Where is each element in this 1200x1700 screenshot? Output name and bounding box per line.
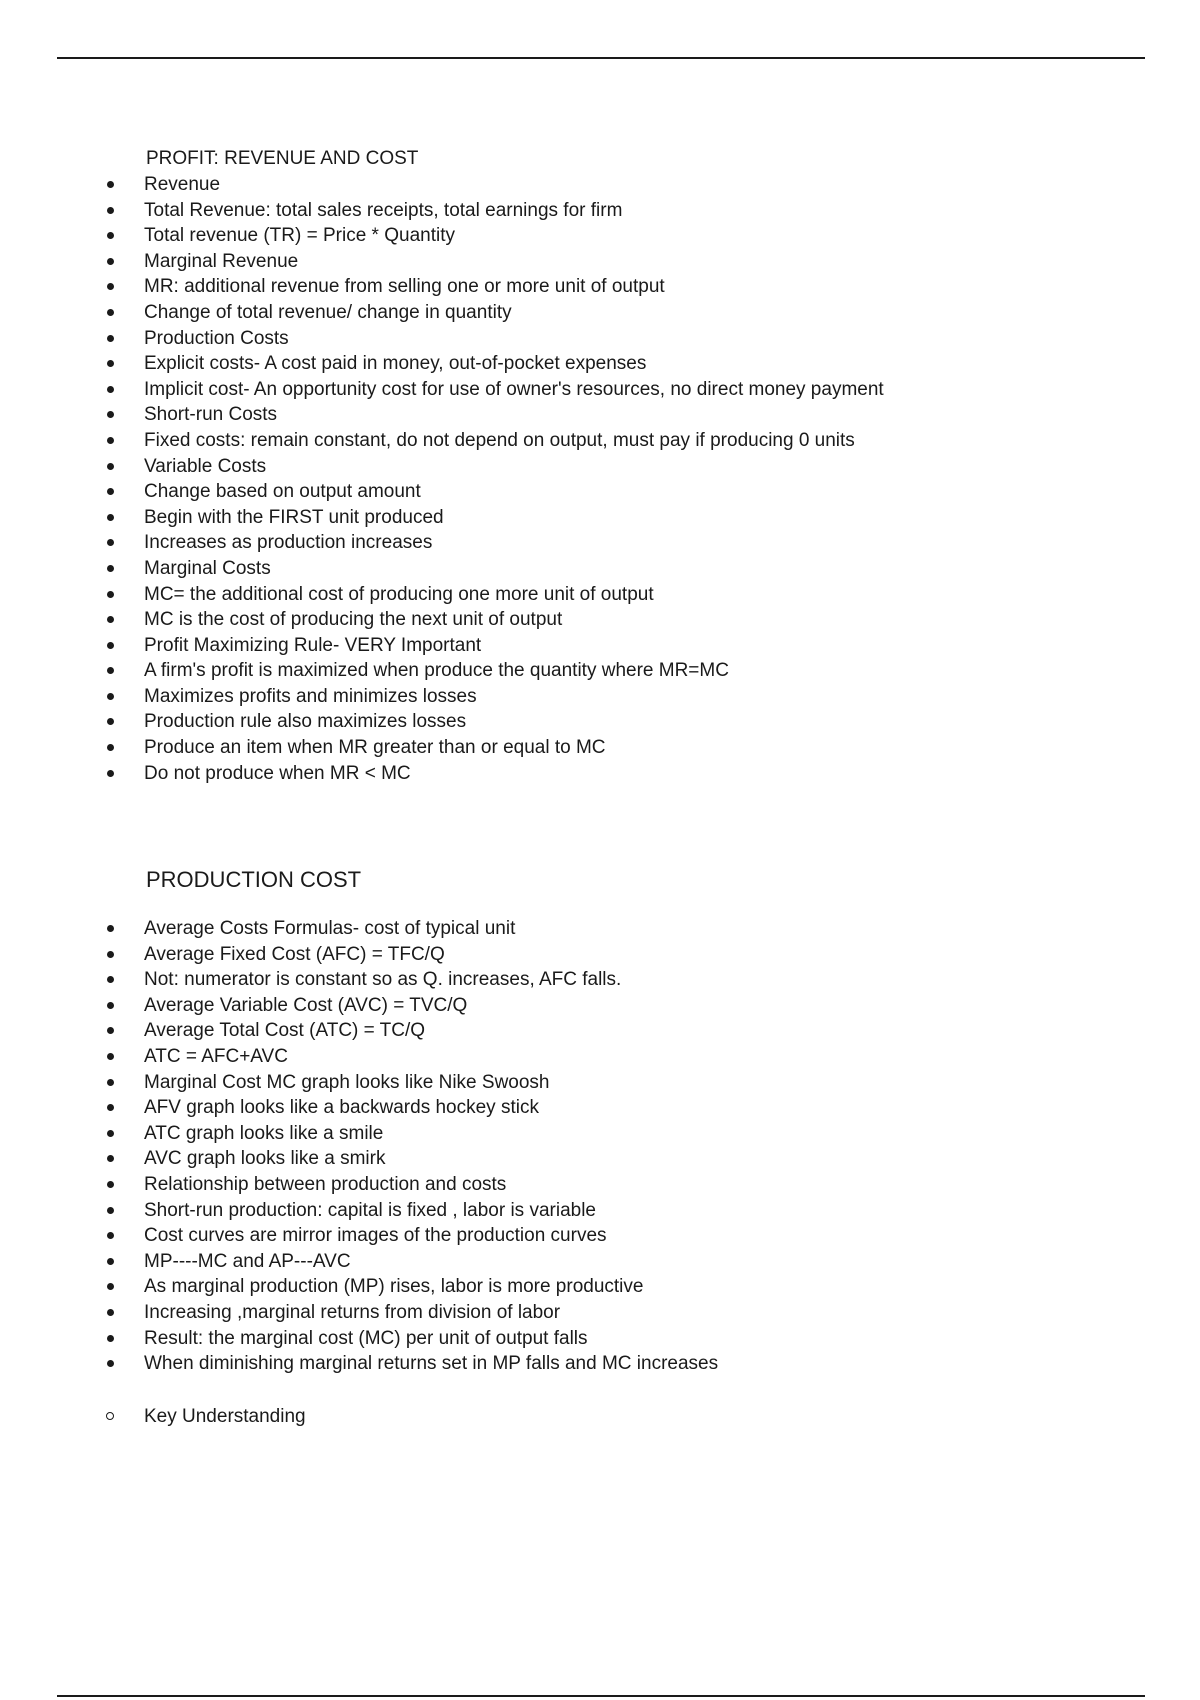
list-item-text: Total revenue (TR) = Price * Quantity <box>144 225 455 247</box>
bullet-icon <box>107 539 114 546</box>
bullet-icon <box>107 616 114 623</box>
list-item-text: Production rule also maximizes losses <box>144 711 467 733</box>
list-item-text: Short-run Costs <box>144 404 278 426</box>
list-item-text: MP----MC and AP---AVC <box>144 1250 351 1272</box>
bullet-icon <box>107 1335 114 1342</box>
list-item-text: Relationship between production and costs <box>144 1173 507 1195</box>
bullet-icon <box>107 565 114 572</box>
list-item-text: MC= the additional cost of producing one more unit of output <box>144 583 654 605</box>
section-heading-profit: PROFIT: REVENUE AND COST <box>146 148 419 169</box>
list-item-text: Change based on output amount <box>144 481 421 503</box>
list-item <box>0 916 718 942</box>
section-heading-production-cost: PRODUCTION COST <box>146 867 362 892</box>
list-item <box>0 658 884 684</box>
list-item-text: Produce an item when MR greater than or equal to MC <box>144 737 606 759</box>
list-item-text: Average Fixed Cost (AFC) = TFC/Q <box>144 943 445 965</box>
bullet-icon <box>107 1002 114 1009</box>
list-item-text: Increases as production increases <box>144 532 433 554</box>
list-item <box>0 1326 718 1352</box>
bullet-icon <box>107 1104 114 1111</box>
list-item <box>0 223 884 249</box>
list-item <box>0 326 884 352</box>
list-item <box>0 1070 718 1096</box>
list-item <box>0 684 884 710</box>
list-item-text: Revenue <box>144 174 221 195</box>
list-item-text: ATC graph looks like a smile <box>144 1122 384 1144</box>
list-item-text: Fixed costs: remain constant, do not depend on output, must pay if producing 0 units <box>144 429 855 451</box>
list-item-text: Marginal Cost MC graph looks like Nike Swoosh <box>144 1071 550 1093</box>
bullet-icon <box>107 463 114 470</box>
bullet-icon <box>107 335 114 342</box>
list-item <box>0 582 884 608</box>
list-item <box>0 351 884 377</box>
list-item-text: Result: the marginal cost (MC) per unit of output falls <box>144 1327 588 1349</box>
bullet-icon <box>107 1232 114 1239</box>
list-item-text: Short-run production: capital is fixed , labor is variable <box>144 1199 597 1221</box>
bullet-icon <box>107 488 114 495</box>
list-item-text: Not: numerator is constant so as Q. increases, AFC falls. <box>144 969 622 991</box>
list-item <box>0 530 884 556</box>
list-item <box>0 402 884 428</box>
list-item <box>0 428 884 454</box>
list-item <box>0 607 884 633</box>
list-item-text: Increasing ,marginal returns from division of labor <box>144 1301 561 1323</box>
list-item-text: Average Variable Cost (AVC) = TVC/Q <box>144 994 468 1016</box>
bullet-icon <box>107 951 114 958</box>
list-item-text: Variable Costs <box>144 455 267 477</box>
bullet-icon <box>107 258 114 265</box>
bullet-icon <box>107 976 114 983</box>
bullet-icon <box>107 744 114 751</box>
bullet-icon <box>107 437 114 444</box>
list-item <box>0 505 884 531</box>
list-item <box>0 942 718 968</box>
bullet-icon <box>107 1130 114 1137</box>
bullet-icon <box>107 360 114 367</box>
list-item-text: Marginal Revenue <box>144 250 299 272</box>
list-item <box>0 1300 718 1326</box>
bullet-icon <box>107 283 114 290</box>
sub-bullet-list <box>0 1404 306 1430</box>
list-item <box>0 1018 718 1044</box>
list-item-text: AFV graph looks like a backwards hockey stick <box>144 1097 539 1119</box>
list-item <box>0 967 718 993</box>
list-item-text: MR: additional revenue from selling one or more unit of output <box>144 276 665 298</box>
bullet-icon <box>107 770 114 777</box>
bullet-icon <box>107 1207 114 1214</box>
list-item <box>0 300 884 326</box>
list-item-text: Average Costs Formulas- cost of typical unit <box>144 918 516 939</box>
bullet-icon <box>107 1079 114 1086</box>
bullet-icon <box>107 1309 114 1316</box>
list-item <box>0 479 884 505</box>
bullet-icon <box>107 1027 114 1034</box>
list-item <box>0 1351 718 1377</box>
list-item-text: Average Total Cost (ATC) = TC/Q <box>144 1020 426 1042</box>
list-item <box>0 993 718 1019</box>
bullet-list-profit <box>0 172 884 786</box>
list-item-text: Production Costs <box>144 327 289 349</box>
list-item-text: AVC graph looks like a smirk <box>144 1148 386 1170</box>
bullet-icon <box>107 207 114 214</box>
list-item-text: ATC = AFC+AVC <box>144 1045 288 1067</box>
bullet-icon <box>107 1053 114 1060</box>
bullet-icon <box>107 1360 114 1367</box>
list-item <box>0 1274 718 1300</box>
bullet-icon <box>107 693 114 700</box>
list-item <box>0 198 884 224</box>
bullet-list-production-cost <box>0 916 718 1377</box>
bottom-rule <box>57 1695 1145 1697</box>
list-item <box>0 761 884 787</box>
list-item <box>0 1249 718 1275</box>
list-item-text: When diminishing marginal returns set in MP falls and MC increases <box>144 1353 719 1375</box>
bullet-icon <box>107 718 114 725</box>
top-rule <box>57 57 1145 59</box>
bullet-icon <box>107 1155 114 1162</box>
list-item-text: Marginal Costs <box>144 557 271 579</box>
list-item <box>0 1198 718 1224</box>
list-item <box>0 1172 718 1198</box>
list-item-text: As marginal production (MP) rises, labor is more productive <box>144 1276 644 1298</box>
list-item <box>0 1404 306 1430</box>
list-item <box>0 274 884 300</box>
bullet-icon <box>107 1283 114 1290</box>
list-item-text: Key Understanding <box>144 1406 306 1427</box>
list-item <box>0 454 884 480</box>
list-item-text: Do not produce when MR < MC <box>144 762 411 784</box>
bullet-icon <box>107 1258 114 1265</box>
bullet-icon <box>107 591 114 598</box>
bullet-icon <box>107 642 114 649</box>
bullet-icon <box>107 411 114 418</box>
list-item <box>0 633 884 659</box>
list-item <box>0 1095 718 1121</box>
list-item-text: MC is the cost of producing the next unit of output <box>144 609 563 631</box>
bullet-icon <box>107 386 114 393</box>
list-item <box>0 249 884 275</box>
bullet-icon <box>107 232 114 239</box>
bullet-icon <box>107 667 114 674</box>
list-item <box>0 1146 718 1172</box>
list-item-text: Cost curves are mirror images of the production curves <box>144 1225 607 1247</box>
list-item-text: A firm's profit is maximized when produce the quantity where MR=MC <box>144 660 729 682</box>
list-item <box>0 1223 718 1249</box>
list-item <box>0 377 884 403</box>
list-item-text: Change of total revenue/ change in quantity <box>144 301 512 323</box>
list-item <box>0 556 884 582</box>
bullet-icon <box>107 514 114 521</box>
bullet-icon <box>107 925 114 932</box>
list-item <box>0 735 884 761</box>
bullet-icon <box>107 181 114 188</box>
list-item <box>0 1044 718 1070</box>
list-item-text: Begin with the FIRST unit produced <box>144 506 444 528</box>
bullet-icon <box>107 1181 114 1188</box>
circle-bullet-icon <box>106 1412 114 1420</box>
list-item-text: Implicit cost- An opportunity cost for use of owner's resources, no direct money payment <box>144 378 884 400</box>
list-item-text: Explicit costs- A cost paid in money, out-of-pocket expenses <box>144 353 647 375</box>
list-item <box>0 709 884 735</box>
list-item-text: Profit Maximizing Rule- VERY Important <box>144 634 482 656</box>
list-item-text: Maximizes profits and minimizes losses <box>144 685 477 707</box>
list-item-text: Total Revenue: total sales receipts, total earnings for firm <box>144 199 623 221</box>
bullet-icon <box>107 309 114 316</box>
list-item <box>0 1121 718 1147</box>
list-item <box>0 172 884 198</box>
